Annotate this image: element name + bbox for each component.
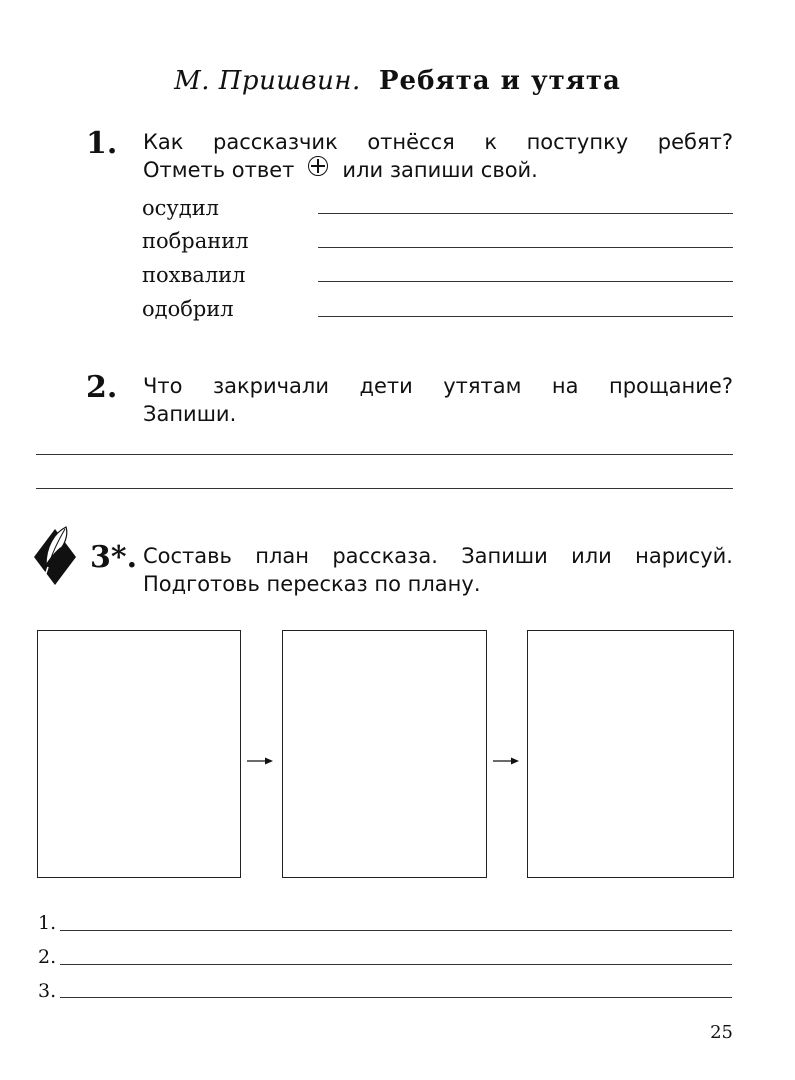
- page-number: 25: [710, 1022, 733, 1043]
- drawing-box-1[interactable]: [37, 630, 241, 878]
- instruction-text: Подготовь пересказ по плану.: [143, 572, 481, 596]
- task-3-text: [143, 542, 733, 598]
- word: Как: [143, 130, 184, 154]
- plan-item-number: 2.: [38, 946, 57, 968]
- option-label: осудил: [142, 196, 220, 220]
- plan-answer-line[interactable]: [60, 964, 732, 965]
- task-3-number: 3*.: [90, 540, 138, 575]
- drawing-box-2[interactable]: [282, 630, 487, 878]
- option-label: одобрил: [142, 297, 234, 321]
- drawing-box-3[interactable]: [527, 630, 734, 878]
- task-1-line-1: [143, 128, 733, 156]
- page-title: [0, 66, 795, 96]
- word: закричали: [212, 374, 329, 398]
- answer-line[interactable]: [36, 454, 733, 455]
- word: план: [255, 544, 309, 568]
- word: или: [571, 544, 612, 568]
- instruction-text: Запиши.: [143, 402, 237, 426]
- answer-line[interactable]: [318, 316, 733, 317]
- word: Запиши: [461, 544, 548, 568]
- word: Составь: [143, 544, 232, 568]
- plan-item-number: 1.: [38, 912, 57, 934]
- word: рассказчик: [213, 130, 338, 154]
- quill-diamond-icon: [32, 525, 78, 587]
- word: прощание?: [608, 374, 733, 398]
- answer-line[interactable]: [318, 247, 733, 248]
- plan-answer-line[interactable]: [60, 930, 732, 931]
- task-2-number: 2.: [86, 370, 118, 405]
- task-1-number: 1.: [86, 126, 118, 161]
- word: на: [551, 374, 579, 398]
- word: нарисуй.: [635, 544, 733, 568]
- author-name: М. Пришвин.: [174, 66, 361, 96]
- word: отнёсся: [367, 130, 455, 154]
- word: рассказа.: [332, 544, 438, 568]
- word: поступку: [526, 130, 629, 154]
- answer-line[interactable]: [318, 281, 733, 282]
- task-2-text: [143, 372, 733, 428]
- word: дети: [359, 374, 413, 398]
- arrow-right-icon: [247, 756, 273, 766]
- word: ребят?: [657, 130, 733, 154]
- instruction-text: или запиши свой.: [342, 158, 538, 182]
- task-3-line-2: [143, 570, 733, 598]
- option-label: побранил: [142, 229, 249, 253]
- arrow-right-icon: [493, 756, 519, 766]
- option-label: похвалил: [142, 263, 246, 287]
- answer-line[interactable]: [36, 488, 733, 489]
- task-2-line-1: [143, 372, 733, 400]
- task-3-line-1: [143, 542, 733, 570]
- word: Что: [143, 374, 183, 398]
- word: утятам: [443, 374, 522, 398]
- circled-plus-icon: [308, 156, 328, 176]
- answer-line[interactable]: [318, 213, 733, 214]
- task-1-text: [143, 128, 733, 184]
- story-title: Ребята и утята: [378, 66, 621, 96]
- plan-item-number: 3.: [38, 980, 57, 1002]
- instruction-text: Отметь ответ: [143, 158, 295, 182]
- task-2-line-2: [143, 400, 733, 428]
- task-1-line-2: [143, 156, 733, 184]
- word: к: [484, 130, 498, 154]
- plan-answer-line[interactable]: [60, 997, 732, 998]
